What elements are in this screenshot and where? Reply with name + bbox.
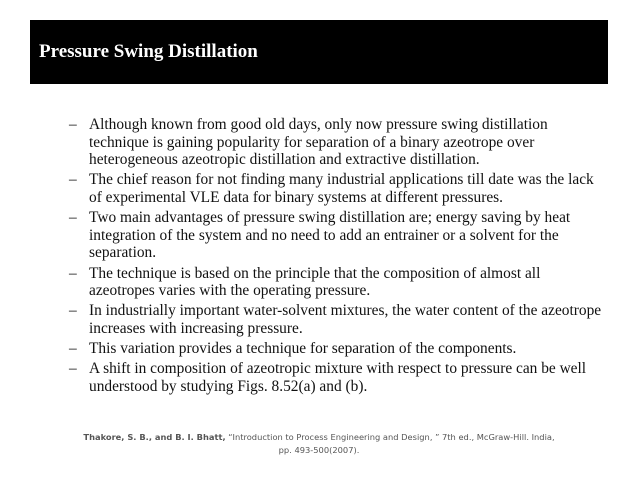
citation-text: “Introduction to Process Engineering and Design, ” 7th ed., McGraw-Hill. India, pp. 493-500(2007). [228,432,555,455]
bullet-item [69,171,609,206]
citation-authors: Thakore, S. B., and B. I. Bhatt, [83,432,226,442]
bullet-item [69,340,609,358]
bullet-item [69,302,609,337]
bullet-text: Two main advantages of pressure swing distillation are; energy saving by heat integration of the system and no need to add an entrainer or a solvent for the separation. [89,209,571,262]
bullet-marker: – [69,116,77,133]
bullet-marker: – [69,340,77,358]
bullet-marker: – [69,209,77,227]
bullet-text: The technique is based on the principle that the composition of almost all azeotropes varies with the operating pressure. [89,264,541,300]
bullet-marker: – [69,360,77,378]
bullet-marker: – [69,302,77,320]
bullet-item [69,209,609,262]
bullet-text: A shift in composition of azeotropic mixture with respect to pressure can be well understood by studying Figs. 8.52(a) and (b). [89,360,587,395]
bullet-text: The chief reason for not finding many industrial applications till date was the lack of experimental VLE data for binary systems at different pressures. [89,171,594,206]
bullet-text: In industrially important water-solvent mixtures, the water content of the azeotrope increases with increasing pressure. [89,302,602,337]
slide-title: Pressure Swing Distillation [39,41,258,62]
bullet-text: Although known from good old days, only now pressure swing distillation technique is gaining popularity for separation of a binary azeotrope over heterogeneous azeotropic distillation and extractive distillation. [89,116,548,169]
bullet-item [69,116,609,169]
bullet-item [69,360,609,395]
title-bar [30,20,608,84]
bullet-item [69,265,609,300]
bullet-list [69,116,609,398]
bullet-marker: – [69,171,77,189]
bullet-text: This variation provides a technique for separation of the components. [89,340,517,358]
bullet-marker: – [69,264,77,282]
citation [80,431,558,457]
